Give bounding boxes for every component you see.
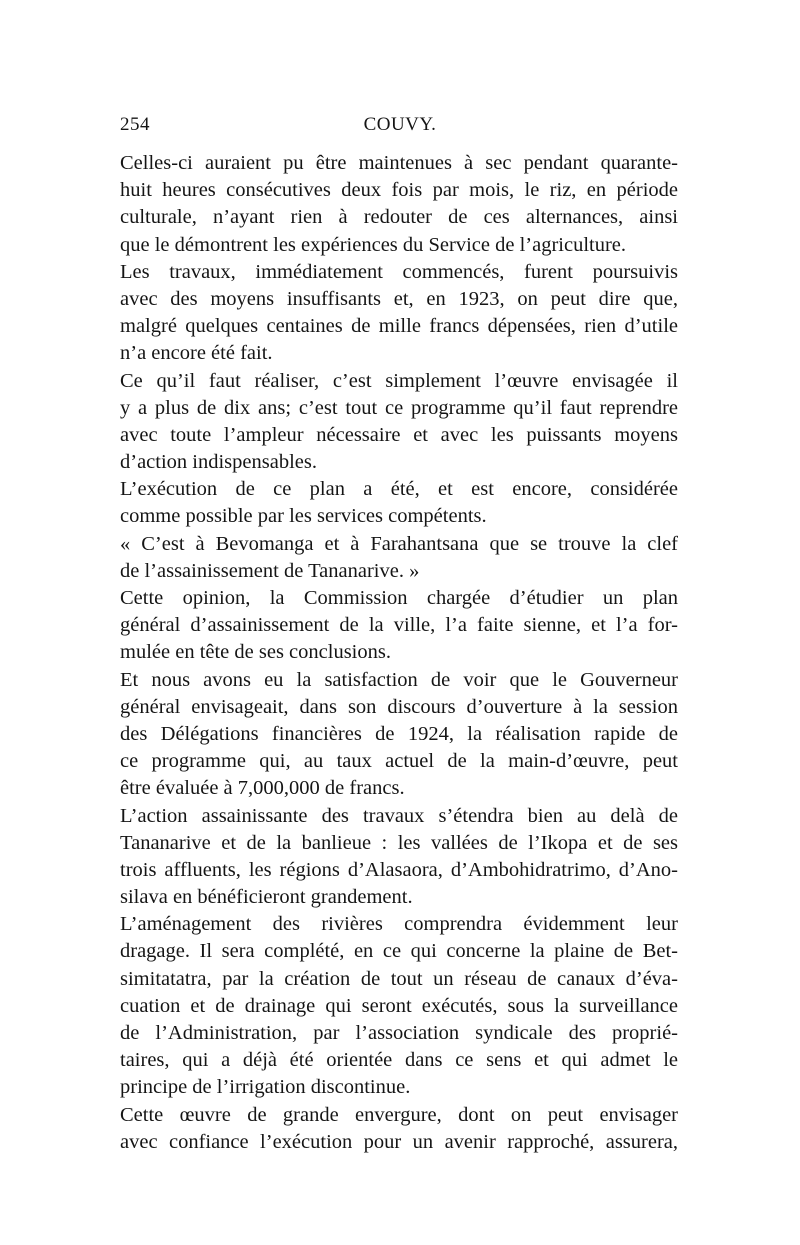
text-line: général envisageait, dans son discours d’ouverture à la session [120,695,678,718]
running-head: COUVY. [363,114,437,135]
paragraph [120,476,678,530]
text-line: L’action assainissante des travaux s’étendra bien au delà de [120,804,678,827]
text-line: de l’Administration, par l’association syndicale des proprié- [120,1022,678,1044]
text-line: avec des moyens insuffisants et, en 1923, on peut dire que, [120,287,678,310]
page-header [120,114,680,138]
text-line: des Délégations financières de 1924, la réalisation rapide de [120,722,678,745]
text-line: « C’est à Bevomanga et à Farahantsana que se trouve la clef [120,532,678,555]
paragraph [120,1102,678,1156]
text-line: mulée en tête de ses conclusions. [120,641,391,664]
text-line: ce programme qui, au taux actuel de la main-d’œuvre, peut [120,750,678,773]
text-line: général d’assainissement de la ville, l’a faite sienne, et l’a for- [120,614,678,637]
text-line: d’action indispensables. [120,451,317,474]
paragraph [120,150,678,259]
text-line: dragage. Il sera complété, en ce qui concerne la plaine de Bet- [120,940,678,963]
text-line: comme possible par les services compétents. [120,505,487,528]
text-line: Ce qu’il faut réaliser, c’est simplement l’œuvre envisagée il [120,369,678,392]
text-line: Les travaux, immédiatement commencés, furent poursuivis [120,260,678,283]
text-line: Celles-ci auraient pu être maintenues à sec pendant quarante- [120,152,678,174]
text-line: que le démontrent les expériences du Service de l’agriculture. [120,233,627,256]
text-line: huit heures consécutives deux fois par mois, le riz, en période [120,179,678,202]
text-line: Et nous avons eu la satisfaction de voir que le Gouverneur [120,668,678,691]
paragraph [120,803,678,912]
text-line: être évaluée à 7,000,000 de francs. [120,777,405,800]
text-line: culturale, n’ayant rien à redouter de ces alternances, ainsi [120,206,678,229]
text-line: silava en bénéficieront grandement. [120,886,413,909]
text-line: avec confiance l’exécution pour un avenir rapproché, assurera, [120,1130,678,1153]
paragraph [120,531,678,585]
text-line: taires, qui a déjà été orientée dans ce sens et qui admet le [120,1049,678,1072]
paragraph [120,259,678,368]
paragraph [120,368,678,477]
text-line: L’aménagement des rivières comprendra évidemment leur [120,913,678,936]
text-line: simitatatra, par la création de tout un réseau de canaux d’éva- [120,967,678,990]
text-line: n’a encore été fait. [120,342,273,365]
paragraph [120,585,678,667]
paragraph [120,911,678,1101]
text-line: trois affluents, les régions d’Alasaora, d’Ambohidratrimo, d’Ano- [120,858,678,881]
text-line: y a plus de dix ans; c’est tout ce programme qu’il faut reprendre [120,396,678,419]
text-line: avec toute l’ampleur nécessaire et avec les puissants moyens [120,423,678,446]
body-text [120,150,678,1156]
text-line: cuation et de drainage qui seront exécutés, sous la surveillance [120,994,678,1017]
page-number: 254 [120,114,150,135]
text-line: Cette œuvre de grande envergure, dont on peut envisager [120,1103,678,1126]
text-line: principe de l’irrigation discontinue. [120,1076,411,1099]
text-line: L’exécution de ce plan a été, et est encore, considérée [120,478,678,501]
text-line: Tananarive et de la banlieue : les vallées de l’Ikopa et de ses [120,831,678,854]
paragraph [120,667,678,803]
text-line: de l’assainissement de Tananarive. » [120,559,420,582]
text-line: Cette opinion, la Commission chargée d’étudier un plan [120,587,678,609]
text-line: malgré quelques centaines de mille francs dépensées, rien d’utile [120,315,678,338]
